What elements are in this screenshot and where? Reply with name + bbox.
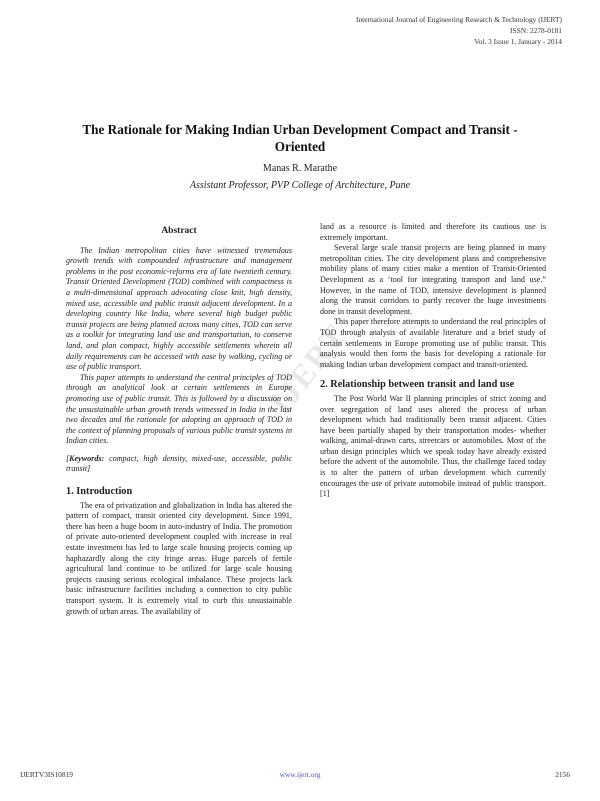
author-affiliation: Assistant Professor, PVP College of Architecture, Pune <box>189 180 411 191</box>
footer-page-number: 2156 <box>555 770 570 779</box>
footer-website-link[interactable]: www.ijert.org <box>279 770 321 779</box>
section-heading-relationship: 2. Relationship between transit and land use <box>320 379 515 391</box>
journal-header <box>356 14 562 47</box>
keywords-open: [ <box>66 453 70 463</box>
keywords-text: compact, high density, mixed-use, accessible, public transit] <box>66 453 292 474</box>
right-column <box>320 222 546 500</box>
section2-paragraph: The Post World War II planning principles of strict zoning and over segregation of land uses altered the process of urban development which had traditionally been transit adjacent. Cities have been partially shaped by their transportation modes- whether walking, animal-drawn carts, streetcars or automobiles. Most of the urban design principles which we speak today have already existed before the advent of the automobile. Thus, the challenge faced today is to alter the pattern of urban development which currently encourages the use of private automobile instead of public transport. [1] <box>320 393 546 499</box>
abstract-heading: Abstract <box>161 226 197 236</box>
section-heading-introduction: 1. Introduction <box>66 486 133 498</box>
volume-issue: Vol. 3 Issue 1, January - 2014 <box>474 37 562 46</box>
body-paragraph: Several large scale transit projects are being planned in many metropolitan cities. The city development plans and comprehensive mobility plans of many cities make a mention of Transit-Oriented Development as a ‘tool for integrating transport and land use.” However, in the name of TOD, intensive development is planned along the transit corridors to partly recover the huge investments done in transit development. <box>320 243 546 316</box>
keywords <box>66 454 292 475</box>
abstract-paragraph: The Indian metropolitan cities have witnessed tremendous growth trends with compounded infrastructure and management problems in the post economic-reforms era of late twentieth century. Transit Oriented Development (TOD) combined with compactness is a multi-dimensional approach advocating close knit, high density, mixed use, accessible and public transit adjacent development. In a developing country like India, where several high budget public transit projects are being planned across many cities, TOD can serve as a toolkit for integrating land use and transportation, to conserve land, and plan compact, highly accessible settlements wherein all daily requirements can be accessed with ease by walking, cycling or use of public transport. <box>66 245 292 372</box>
watermark: IJERT <box>262 316 354 421</box>
intro-paragraph: The era of privatization and globalization in India has altered the pattern of compact, transit oriented city development. Since 1991, there has been a huge boom in auto-industry of India. The promotion of private auto-oriented development coupled with increase in real estate investment has led to large scale housing projects coming up haphazardly along the city fringe areas. Huge parcels of fertile agricultural land continue to be utilized for large scale housing projects causing serious ecological imbalance. These projects lack basic infrastructure facilities including a connection to city public transport system. It is extremely vital to curb this unsustainable growth of urban areas. The availability of <box>66 500 292 616</box>
body-paragraph: This paper therefore attempts to understand the real principles of TOD through analysis of available literature and a brief study of certain settlements in Europe promoting use of public transit. This analysis would then form the basis for developing a rationale for making Indian urban development compact and transit-oriented. <box>320 317 546 369</box>
continued-paragraph: land as a resource is limited and therefore its cautious use is extremely important. <box>320 222 546 242</box>
author-name: Manas R. Marathe <box>262 163 338 174</box>
issn: ISSN: 2278-0181 <box>510 26 562 35</box>
keywords-label: Keywords: <box>69 453 105 463</box>
abstract-section <box>66 226 292 475</box>
journal-name: International Journal of Engineering Research & Technology (IJERT) <box>356 15 562 24</box>
left-column <box>66 226 292 617</box>
footer-paper-id: IJERTV3IS10819 <box>20 770 73 779</box>
paper-title: The Rationale for Making Indian Urban Development Compact and Transit - Oriented <box>82 122 518 154</box>
abstract-paragraph: This paper attempts to understand the central principles of TOD through an analytical look at certain settlements in Europe promoting use of public transit. This is followed by a discussion on the unsustainable urban growth trends witnessed in India in the last two decades and the rationale for adopting an approach of TOD in the context of planning proposals of various public transit systems in Indian cities. <box>66 372 292 446</box>
